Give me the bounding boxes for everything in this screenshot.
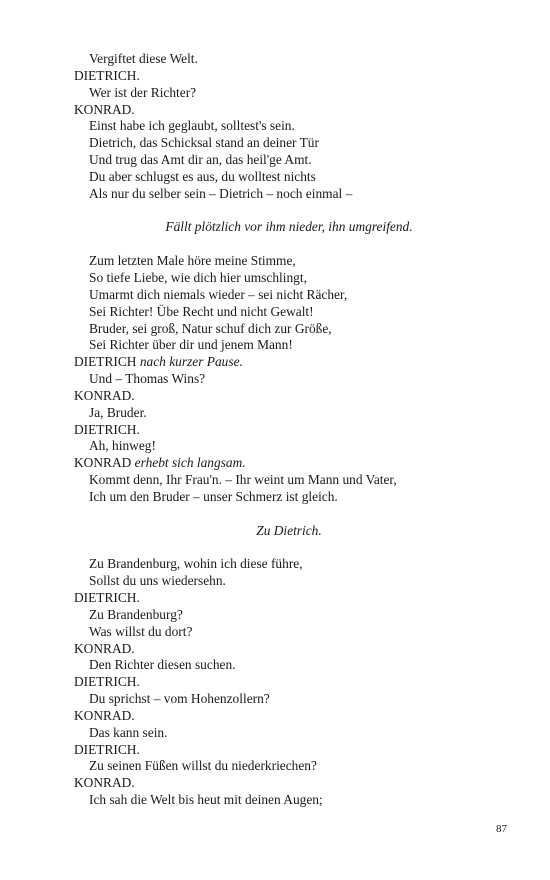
page-number: 87: [496, 823, 507, 835]
speaker-label: DIETRICH: [74, 354, 137, 370]
verse-line: Sei Richter! Übe Recht und nicht Gewalt!: [89, 303, 314, 319]
blank-line: [74, 203, 494, 220]
speaker-label: KONRAD.: [74, 387, 135, 403]
blank-line: [74, 236, 494, 253]
verse-line: Sei Richter über dir und jenem Mann!: [89, 337, 293, 353]
verse-line: Als nur du selber sein – Dietrich – noch einmal –: [89, 185, 353, 201]
speaker-name: [74, 742, 494, 759]
verse-line: Du sprichst – vom Hohenzollern?: [89, 691, 270, 707]
speaker-name: [74, 455, 494, 472]
speaker-label: DIETRICH.: [74, 67, 140, 83]
verse-line: Bruder, sei groß, Natur schuf dich zur Größe,: [89, 320, 332, 336]
verse-line: Zu seinen Füßen willst du niederkriechen?: [89, 758, 317, 774]
speaker-name: [74, 388, 494, 405]
verse-line: Zu Brandenburg?: [89, 606, 183, 622]
speaker-name: [74, 674, 494, 691]
speaker-label: KONRAD.: [74, 707, 135, 723]
speaker-label: DIETRICH.: [74, 741, 140, 757]
speaker-label: KONRAD.: [74, 775, 135, 791]
speaker-label: KONRAD.: [74, 640, 135, 656]
verse-line: Ah, hinweg!: [89, 438, 156, 454]
speaker-label: KONRAD.: [74, 101, 135, 117]
speaker-name: [74, 422, 494, 439]
speaker-label: DIETRICH.: [74, 421, 140, 437]
verse-line: Du aber schlugst es aus, du wolltest nichts: [89, 168, 316, 184]
stage-direction: Zu Dietrich.: [256, 522, 322, 538]
speaker-name: [74, 590, 494, 607]
stage-direction: Fällt plötzlich vor ihm nieder, ihn umgreifend.: [165, 219, 413, 235]
speaker-label: KONRAD: [74, 455, 132, 471]
verse-line: Umarmt dich niemals wieder – sei nicht Rächer,: [89, 286, 348, 302]
verse-line: Ja, Bruder.: [89, 404, 147, 420]
verse-line: Dietrich, das Schicksal stand an deiner Tür: [89, 135, 319, 151]
speaker-name: [74, 708, 494, 725]
verse-line: Den Richter diesen suchen.: [89, 657, 236, 673]
inline-stage-direction: erhebt sich langsam.: [134, 455, 246, 471]
verse-line: Ich sah die Welt bis heut mit deinen Augen;: [89, 792, 323, 808]
verse-line: So tiefe Liebe, wie dich hier umschlingt,: [89, 269, 307, 285]
verse-line: Was willst du dort?: [89, 623, 193, 639]
play-text: [74, 51, 494, 809]
verse-line: Sollst du uns wiedersehn.: [89, 573, 226, 589]
speaker-name: [74, 641, 494, 658]
blank-line: [74, 506, 494, 523]
blank-line: [74, 539, 494, 556]
verse-line: Und – Thomas Wins?: [89, 371, 206, 387]
speaker-name: [74, 775, 494, 792]
verse-line: Ich um den Bruder – unser Schmerz ist gleich.: [89, 488, 338, 504]
verse-line: Wer ist der Richter?: [89, 84, 197, 100]
verse-line: Das kann sein.: [89, 724, 168, 740]
inline-stage-direction: nach kurzer Pause.: [139, 354, 243, 370]
speaker-name: [74, 102, 494, 119]
verse-line: Zu Brandenburg, wohin ich diese führe,: [89, 556, 303, 572]
verse-line: Zum letzten Male höre meine Stimme,: [89, 253, 296, 269]
speaker-label: DIETRICH.: [74, 590, 140, 605]
verse-line: Einst habe ich geglaubt, solltest's sein.: [89, 118, 295, 134]
speaker-label: DIETRICH.: [74, 674, 140, 690]
speaker-name: [74, 354, 494, 371]
verse-line: Kommt denn, Ihr Frau'n. – Ihr weint um Mann und Vater,: [89, 472, 397, 488]
verse-line: Vergiftet diese Welt.: [89, 51, 198, 66]
verse-line: Und trug das Amt dir an, das heil'ge Amt.: [89, 152, 312, 168]
speaker-name: [74, 68, 494, 85]
